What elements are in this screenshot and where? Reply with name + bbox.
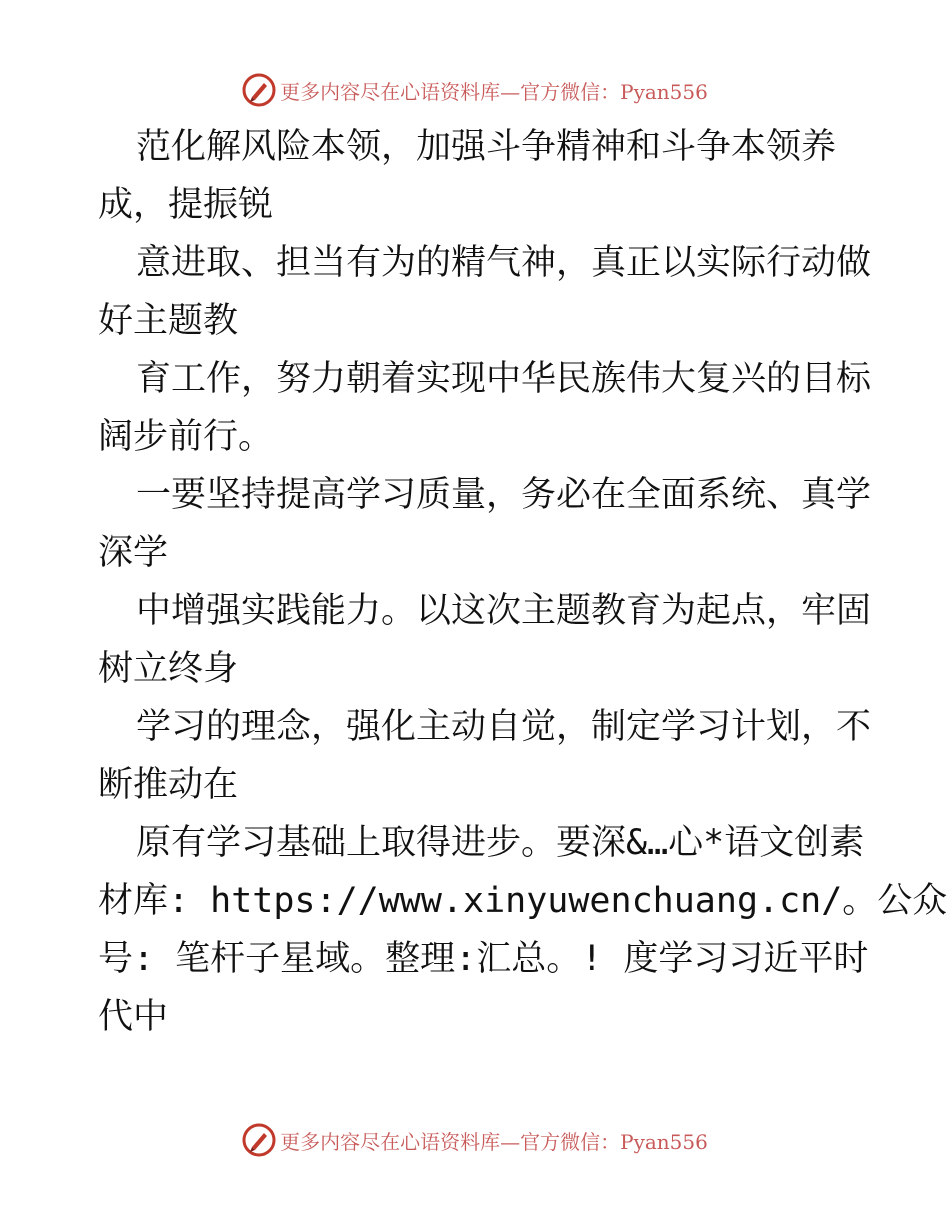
body-line: 中增强实践能力。以这次主题教育为起点，牢固 bbox=[136, 591, 872, 631]
document-body bbox=[98, 118, 948, 1046]
body-line: 阔步前行。 bbox=[98, 417, 274, 457]
footer-banner bbox=[0, 1120, 950, 1160]
body-line: 断推动在 bbox=[98, 765, 239, 805]
body-line: 树立终身 bbox=[98, 649, 239, 689]
body-line: 一要坚持提高学习质量，务必在全面系统、真学 bbox=[136, 475, 872, 515]
body-line: 原有学习基础上取得进步。要深&…心*语文创素 bbox=[136, 823, 865, 863]
pen-logo-icon bbox=[242, 1123, 276, 1157]
pen-logo-icon bbox=[242, 73, 276, 107]
body-line: 意进取、担当有为的精气神，真正以实际行动做 bbox=[136, 243, 872, 283]
body-line: 好主题教 bbox=[98, 301, 239, 341]
body-line: 材库: https://www.xinyuwenchuang.cn/。公众 bbox=[98, 881, 948, 921]
body-line: 深学 bbox=[98, 533, 169, 573]
header-banner bbox=[0, 70, 950, 110]
body-line: 成，提振锐 bbox=[98, 185, 274, 225]
body-line: 范化解风险本领，加强斗争精神和斗争本领养 bbox=[136, 127, 837, 167]
body-line: 学习的理念，强化主动自觉，制定学习计划，不 bbox=[136, 707, 872, 747]
header-banner-text: 更多内容尽在心语资料库—官方微信：Pyan556 bbox=[280, 79, 708, 104]
footer-banner-text: 更多内容尽在心语资料库—官方微信：Pyan556 bbox=[280, 1129, 708, 1154]
body-line: 代中 bbox=[98, 997, 169, 1037]
body-line: 号: 笔杆子星域。整理:汇总。! 度学习习近平时 bbox=[98, 939, 869, 979]
body-line: 育工作，努力朝着实现中华民族伟大复兴的目标 bbox=[136, 359, 872, 399]
